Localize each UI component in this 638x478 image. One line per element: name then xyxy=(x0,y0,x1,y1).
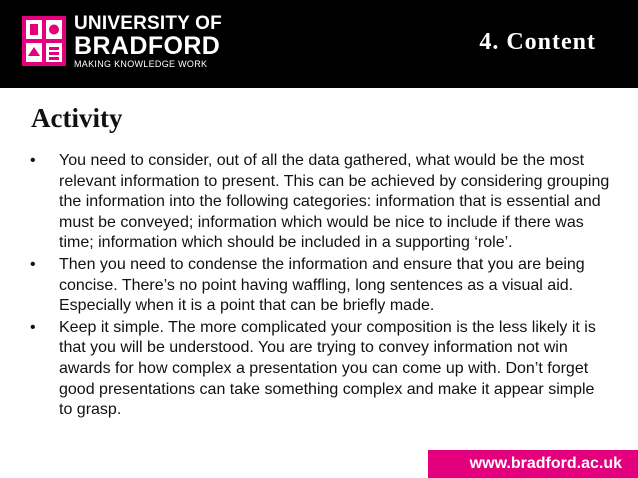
slide-section-heading: 4. Content xyxy=(479,29,596,55)
bullet-marker: • xyxy=(30,152,36,169)
slide-title: Activity xyxy=(31,103,123,133)
bullet-marker: • xyxy=(30,318,36,336)
bullet-text: You need to consider, out of all the data gathered, what would be the most relevant information to present. This can be achieved by considering grouping the information into the following categories: information that is essential and must be conveyed; information which would be nice to include if there was time; information which should be included in a supporting ‘role’. xyxy=(59,152,610,252)
bullet-list xyxy=(30,151,610,422)
bullet-item xyxy=(30,255,610,317)
bullet-item xyxy=(30,151,610,254)
logo-wordmark xyxy=(74,14,222,70)
bullet-text: Keep it simple. The more complicated your composition is the less likely it is that you will be understood. You are trying to convey information not win awards for how complex a presentation you can come up with. Don’t forget good presentations can take something complex and make it appear simple to grasp. xyxy=(59,318,596,419)
logo-line-university: UNIVERSITY OF xyxy=(74,13,222,34)
logo-tagline: MAKING KNOWLEDGE WORK xyxy=(74,59,208,69)
slide-header xyxy=(0,0,638,88)
logo-line-bradford: BRADFORD xyxy=(74,32,221,60)
footer-website-link[interactable]: www.bradford.ac.uk xyxy=(428,450,638,478)
bullet-item xyxy=(30,318,610,421)
university-crest-icon xyxy=(22,16,66,66)
bullet-marker: • xyxy=(30,255,36,273)
bullet-text: Then you need to condense the information and ensure that you are being concise. There’s no point having waffling, long sentences as a visual aid. Especially when it is a point that can be briefly made. xyxy=(59,255,585,315)
university-logo xyxy=(22,14,232,74)
